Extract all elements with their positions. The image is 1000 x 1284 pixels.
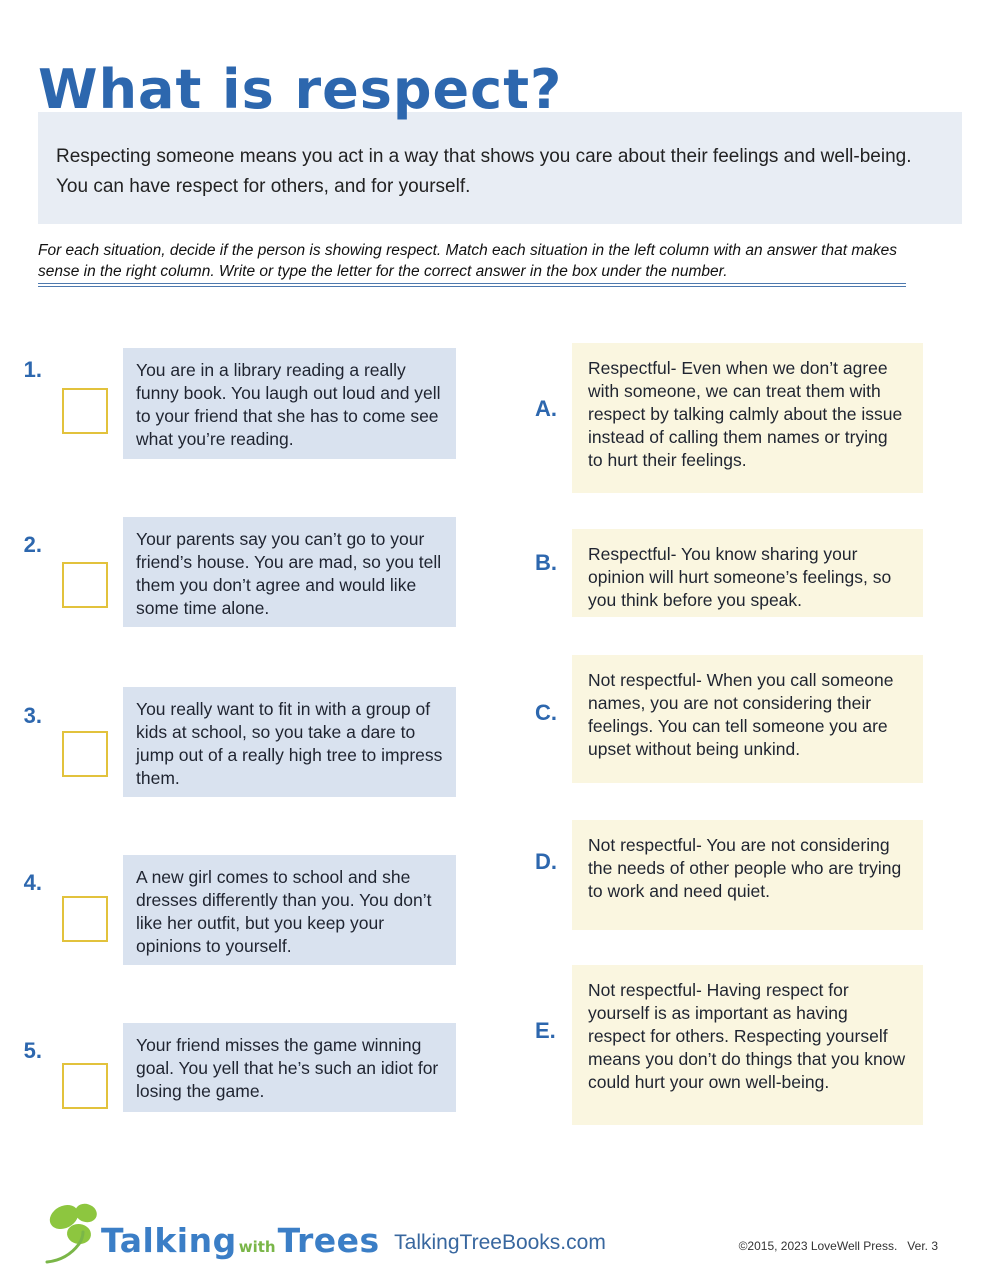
answer-input-box-3[interactable]	[62, 731, 108, 777]
answer-input-box-2[interactable]	[62, 562, 108, 608]
situation-card-4: A new girl comes to school and she dresses differently than you. You don’t like her outfit, but you keep your opinions to yourself.	[123, 855, 456, 965]
answer-letter-e: E.	[535, 1018, 556, 1043]
divider-rule	[38, 283, 906, 287]
situation-card-2: Your parents say you can’t go to your friend’s house. You are mad, so you tell them you don’t agree and would like some time alone.	[123, 517, 456, 627]
answer-card-e: Not respectful- Having respect for yourself is as important as having respect for others. Respecting yourself means you don’t do things that you know could hurt your own well-being.	[572, 965, 923, 1125]
logo-word-with: with	[238, 1238, 276, 1256]
answer-card-a: Respectful- Even when we don’t agree with someone, we can treat them with respect by talking calmly about the issue instead of calling them names or trying to hurt their feelings.	[572, 343, 923, 493]
answer-letter-b: B.	[535, 550, 557, 575]
copyright-text: ©2015, 2023 LoveWell Press. Ver. 3	[738, 1239, 938, 1253]
situation-number-4: 4.	[23, 870, 42, 895]
instructions-text: For each situation, decide if the person is showing respect. Match each situation in the left column with an answer that makes sense in the right column. Write or type the letter for the correct answer in the box under the number.	[38, 242, 897, 281]
website-link[interactable]: TalkingTreeBooks.com	[394, 1231, 606, 1254]
answer-letter-d: D.	[535, 849, 557, 874]
answer-card-d: Not respectful- You are not considering the needs of other people who are trying to work and need quiet.	[572, 820, 923, 930]
intro-line-2: You can have respect for others, and for yourself.	[56, 176, 471, 197]
situation-number-1: 1.	[23, 357, 42, 382]
situation-number-3: 3.	[23, 703, 42, 728]
answer-card-c: Not respectful- When you call someone names, you are not considering their feelings. You can tell someone you are upset without being unkind.	[572, 655, 923, 783]
situation-card-5: Your friend misses the game winning goal. You yell that he’s such an idiot for losing the game.	[123, 1023, 456, 1112]
logo-word-talking: Talking	[101, 1221, 237, 1260]
answer-letter-a: A.	[535, 396, 557, 421]
situation-number-5: 5.	[23, 1038, 42, 1063]
answer-card-b: Respectful- You know sharing your opinion will hurt someone’s feelings, so you think before you speak.	[572, 529, 923, 617]
intro-box	[38, 112, 962, 224]
logo-word-trees: Trees	[277, 1221, 380, 1260]
answer-input-box-4[interactable]	[62, 896, 108, 942]
intro-line-1: Respecting someone means you act in a way that shows you care about their feelings and well-being.	[56, 146, 912, 167]
page-title: What is respect?	[38, 58, 563, 121]
situation-card-1: You are in a library reading a really funny book. You laugh out loud and yell to your friend that she has to come see what you’re reading.	[123, 348, 456, 459]
situation-number-2: 2.	[23, 532, 42, 557]
situation-card-3: You really want to fit in with a group of kids at school, so you take a dare to jump out of a really high tree to impress them.	[123, 687, 456, 797]
answer-input-box-5[interactable]	[62, 1063, 108, 1109]
answer-letter-c: C.	[535, 700, 557, 725]
answer-input-box-1[interactable]	[62, 388, 108, 434]
